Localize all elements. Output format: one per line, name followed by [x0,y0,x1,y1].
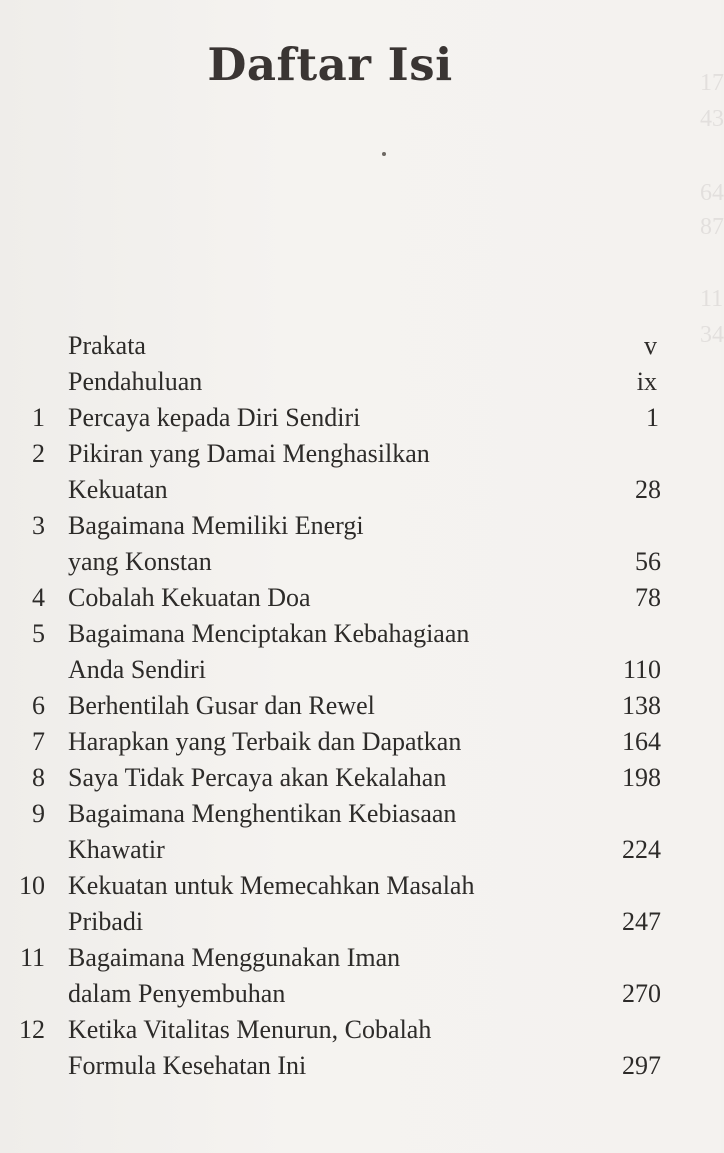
chapter-title: Bagaimana Menghentikan Kebiasaan [68,799,457,828]
page-number: 198 [622,763,661,792]
chapter-title: Cobalah Kekuatan Doa [68,583,311,612]
chapter-number: 6 [32,691,45,720]
page-number: ix [636,367,657,396]
chapter-title: Prakata [68,331,146,360]
chapter-title: yang Konstan [68,547,212,576]
toc-line [0,691,721,727]
bleed-through-mark: 17 [700,70,724,96]
page-number: 270 [622,979,661,1008]
chapter-number: 5 [32,619,45,648]
chapter-title: Bagaimana Menggunakan Iman [68,943,401,972]
chapter-title: Ketika Vitalitas Menurun, Cobalah [68,1015,432,1044]
chapter-title: Anda Sendiri [68,655,206,684]
chapter-number: 12 [19,1015,45,1044]
page-number: 110 [622,655,661,684]
toc-line [0,1015,721,1051]
chapter-title: Saya Tidak Percaya akan Kekalahan [68,763,447,792]
chapter-title: Bagaimana Menciptakan Kebahagiaan [68,619,470,648]
chapter-number: 9 [32,799,45,828]
page-number: 56 [635,547,661,576]
chapter-title: dalam Penyembuhan [68,979,286,1008]
toc-line [0,403,721,439]
toc-line [0,907,721,943]
chapter-number: 8 [32,763,45,792]
chapter-title: Kekuatan untuk Memecahkan Masalah [68,871,475,900]
chapter-title: Pendahuluan [68,367,203,396]
bleed-through-mark: 64 [700,180,724,206]
page-number: v [644,331,657,360]
chapter-number: 11 [19,943,45,972]
toc-line [0,799,721,835]
chapter-number: 7 [32,727,45,756]
toc-line [0,979,721,1015]
toc-line [0,367,721,403]
chapter-title: Pribadi [68,907,144,936]
toc-line [0,547,721,583]
page-number: 28 [635,475,661,504]
toc-line [0,871,721,907]
chapter-number: 1 [32,403,45,432]
chapter-number: 2 [32,439,45,468]
page-number: 297 [622,1051,661,1080]
toc-line [0,1051,721,1087]
chapter-title: Formula Kesehatan Ini [68,1051,307,1080]
page-title: Daftar Isi [207,38,453,91]
toc-line [0,583,721,619]
chapter-title: Khawatir [68,835,165,864]
toc-line [0,619,721,655]
toc-line [0,439,721,475]
chapter-number: 4 [32,583,45,612]
page-number: 138 [622,691,661,720]
toc-line [0,511,721,547]
bleed-through-mark: 87 [700,214,724,240]
toc-line [0,331,721,367]
bleed-through-mark: 11 [700,286,724,312]
chapter-title: Berhentilah Gusar dan Rewel [68,691,375,720]
bleed-through-mark: 43 [700,106,724,132]
page-number: 78 [635,583,661,612]
chapter-title: Harapkan yang Terbaik dan Dapatkan [68,727,462,756]
page-number: 1 [646,403,659,432]
chapter-title: Percaya kepada Diri Sendiri [68,403,361,432]
toc-line [0,475,721,511]
toc-line [0,763,721,799]
chapter-title: Bagaimana Memiliki Energi [68,511,364,540]
page-number: 164 [622,727,661,756]
page-number: 224 [622,835,661,864]
chapter-title: Pikiran yang Damai Menghasilkan [68,439,430,468]
toc-line [0,835,721,871]
toc-line [0,727,721,763]
bleed-through-mark: 34 [700,322,724,348]
chapter-number: 3 [32,511,45,540]
page-number: 247 [622,907,661,936]
toc-line [0,655,721,691]
toc-line [0,943,721,979]
chapter-number: 10 [19,871,45,900]
chapter-title: Kekuatan [68,475,168,504]
